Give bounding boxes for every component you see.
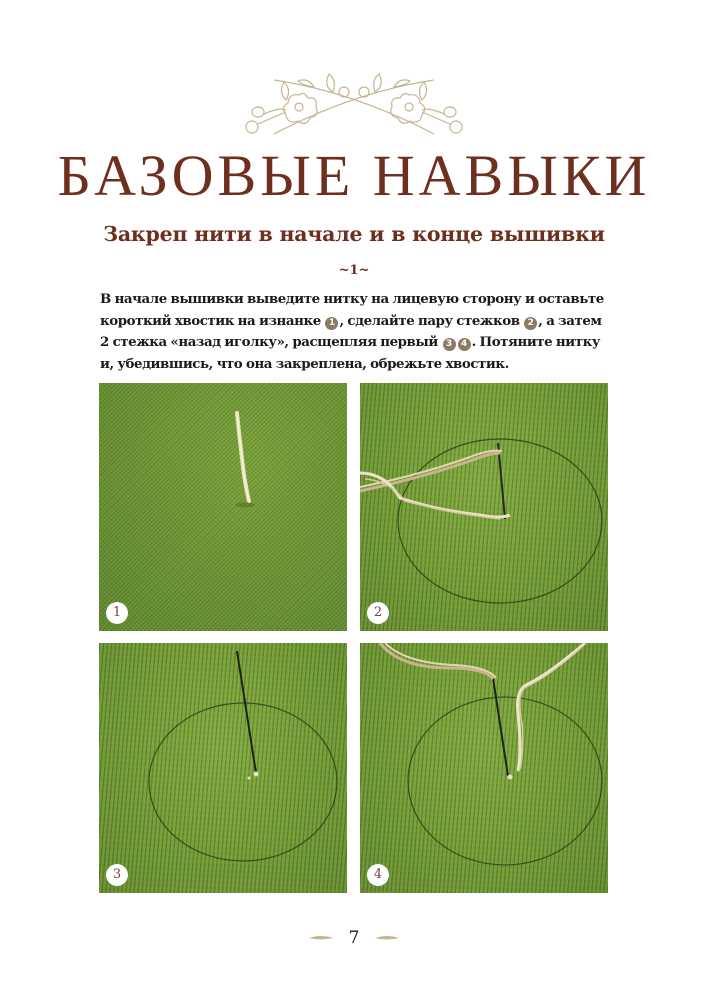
step-photo-1: [99, 383, 347, 631]
needle-and-thread-icon: [360, 383, 608, 631]
instruction-line: В начале вышивки выведите нитку на лицевую сторону и оставьте: [100, 291, 604, 307]
step-photo-4: [360, 643, 608, 893]
needle-center-icon: [99, 643, 347, 893]
instruction-line: и, убедившись, что она закреплена, обрежьте хвостик.: [100, 355, 509, 372]
instruction-line: короткий хвостик на изнанке 1 , сделайте пару стежков 2 , а затем: [100, 312, 602, 329]
photo-badge-4: 4: [367, 864, 389, 886]
step-photo-3: [99, 643, 347, 893]
split-stitch-icon: [360, 643, 608, 893]
page-footer: [0, 927, 708, 948]
ref-marker-1: 1: [325, 317, 338, 330]
floral-ornament-icon: [244, 62, 464, 142]
photo-badge-3: 3: [106, 864, 128, 886]
left-swash-icon: [309, 935, 333, 941]
instruction-line: 2 стежка «назад иголку», расщепляя первый 3 4 . Потяните нитку: [100, 334, 600, 350]
ref-marker-2: 2: [524, 317, 537, 330]
page-number: 7: [348, 927, 360, 948]
right-swash-icon: [375, 935, 399, 941]
photo-badge-2: 2: [367, 602, 389, 624]
step-label: ~1~: [338, 263, 370, 278]
step-photo-2: [360, 383, 608, 631]
thread-tail-icon: [99, 383, 347, 631]
instruction-paragraph: [100, 289, 612, 375]
photo-badge-1: 1: [106, 602, 128, 624]
ref-marker-3: 3: [443, 338, 456, 351]
section-title: БАЗОВЫЕ НАВЫКИ: [57, 143, 651, 208]
subtitle: Закреп нити в начале и в конце вышивки: [103, 222, 605, 246]
ref-marker-4: 4: [458, 338, 471, 351]
